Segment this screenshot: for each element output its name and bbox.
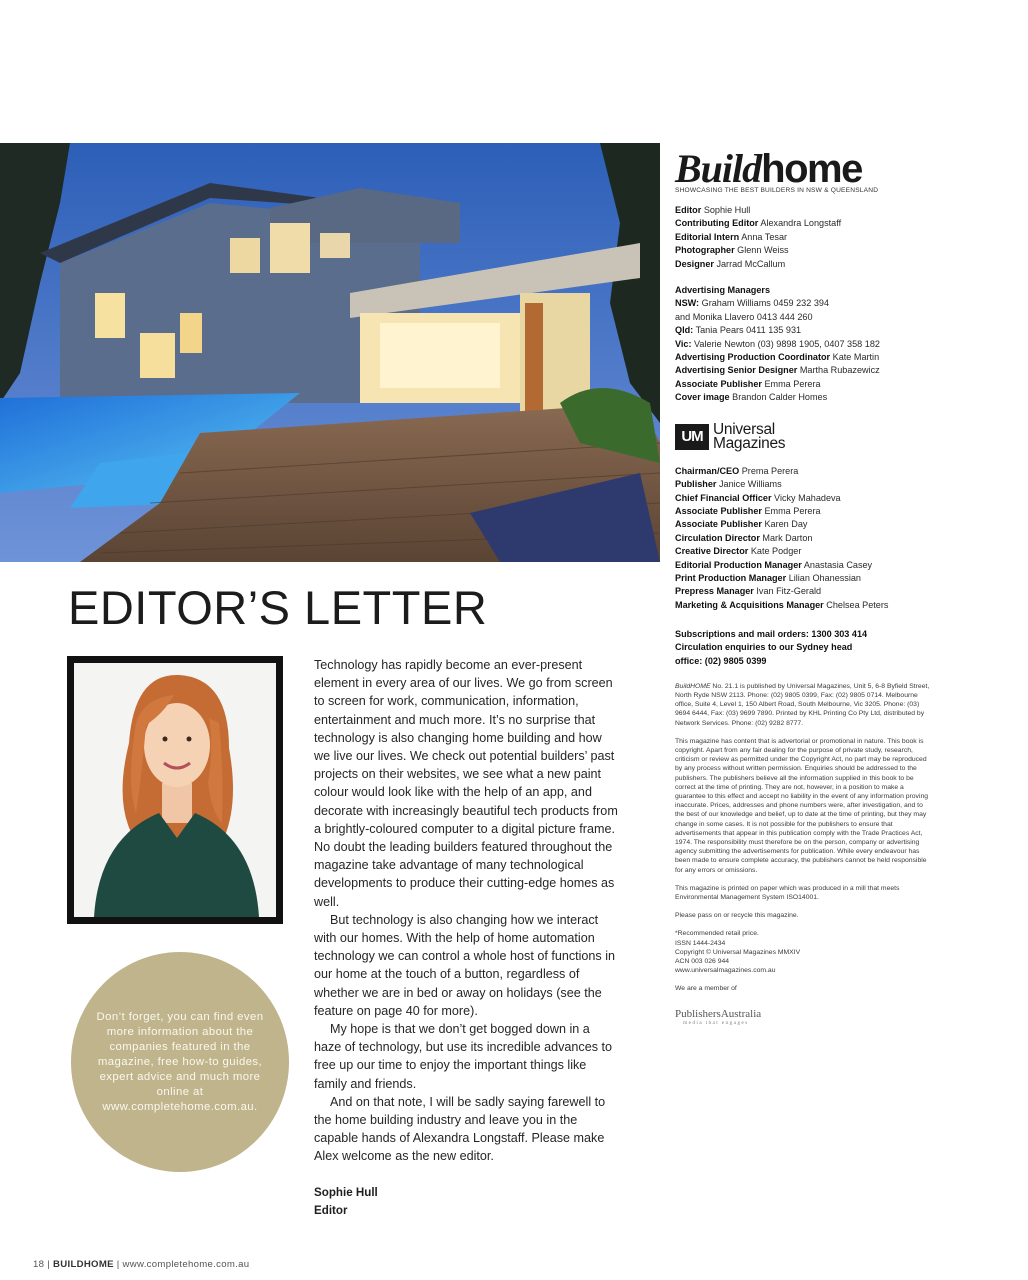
pa-tagline: media that engages bbox=[683, 1019, 749, 1026]
fine-print bbox=[675, 682, 931, 994]
disclaimer-text: This magazine has content that is advertorial or promotional in nature. This book is copyright. Apart from any fair dealing for the purpose of private study, research, criticism or review as permitted under the Copyright Act, no part may be reproduced by any process without written permission. Enquiries should be addressed to the publishers. The publishers believe all the information supplied in this book to be correct at the time of printing. They are not, however, in a position to make a guarantee to this effect and accept no liability in the event of any information proving inaccurate. Prices, addresses and phone numbers were, after investigation, and to the best of our knowledge and belief, up to date at the time of printing, but they may change in some cases. It is not possible for the publishers to ensure that advertisements that appear in this publication comply with the Trade Practices Act, 1974. The responsibility must therefore be on the person, company or advertising agency submitting the advertisements for publication. While every endeavour has been made to ensure complete accuracy, the publishers cannot be held responsible for any errors or omissions. bbox=[675, 737, 929, 874]
page-footer: 18 | BUILDHOME | www.completehome.com.au bbox=[33, 1259, 250, 1270]
credit-line: Vic: Valerie Newton (03) 9898 1905, 0407 358 182 bbox=[675, 338, 880, 349]
logo-home: home bbox=[761, 147, 862, 191]
credit-line: Advertising Senior Designer Martha Rubazewicz bbox=[675, 365, 880, 376]
pa-name: PublishersAustralia bbox=[675, 1007, 762, 1020]
article-paragraph: My hope is that we don’t get bogged down in a haze of technology, but use its incredible advances to free up our time to enjoy the important things like family and friends. bbox=[314, 1022, 613, 1091]
article-paragraph: Technology has rapidly become an ever-present element in every area of our lives. We go from screen to screen for work, communication, information, entertainment and much more. It’s no surprise that technology is also changing home building and how we live our lives. We check out potential builders’ past projects on their websites, we see what a new paint colour would look like with the help of an app, and decorate with increasingly beautiful tech products from a brightly-coloured computer to a digital picture frame. No doubt the leading builders featured throughout the magazine take advantage of many technological developments to produce their cutting-edge homes as well. bbox=[314, 658, 618, 909]
credit-line: Creative Director Kate Podger bbox=[675, 546, 802, 557]
credit-line: Qld: Tania Pears 0411 135 931 bbox=[675, 325, 802, 336]
credit-line: and Monika Llavero 0413 444 260 bbox=[675, 311, 813, 322]
page-number: 18 bbox=[33, 1259, 45, 1270]
credit-line: Chief Financial Officer Vicky Mahadeva bbox=[675, 492, 841, 503]
logo-tagline: SHOWCASING THE BEST BUILDERS IN NSW & QUEENSLAND bbox=[675, 187, 879, 194]
editor-portrait bbox=[67, 656, 283, 924]
credit-line: Editorial Production Manager Anastasia Casey bbox=[675, 559, 873, 570]
signoff-name: Sophie Hull bbox=[314, 1186, 378, 1199]
article-paragraph: But technology is also changing how we interact with our homes. With the help of home automation technology we can control a whole host of functions in our home at the touch of a button, regardless of whether we are in bed or away on holidays (see the feature on page 40 for more). bbox=[314, 912, 616, 1018]
buildhome-logo bbox=[675, 143, 935, 189]
page-title: EDITOR’S LETTER bbox=[68, 581, 488, 634]
hero-house-photo bbox=[0, 143, 660, 562]
footer-brand: BUILDHOME bbox=[53, 1259, 114, 1270]
um-line2: Magazines bbox=[713, 434, 786, 452]
subscriptions-info: Subscriptions and mail orders: 1300 303 414 Circulation enquiries to our Sydney head office: (02) 9805 0399 bbox=[675, 629, 868, 666]
credit-line: Associate Publisher Emma Perera bbox=[675, 378, 821, 389]
signoff bbox=[314, 1184, 378, 1220]
credit-line: Marketing & Acquisitions Manager Chelsea Peters bbox=[675, 599, 889, 610]
logo-build: Build bbox=[675, 146, 762, 191]
credit-line: Advertising Production Coordinator Kate Martin bbox=[675, 352, 880, 363]
online-promo-circle bbox=[71, 952, 289, 1172]
credit-line: Prepress Manager Ivan Fitz-Gerald bbox=[675, 586, 822, 597]
credit-line: Associate Publisher Karen Day bbox=[675, 519, 808, 530]
corporate-credits bbox=[675, 465, 935, 612]
credit-line: Print Production Manager Lilian Ohanessian bbox=[675, 572, 861, 583]
advertising-heading: Advertising Managers bbox=[675, 285, 771, 296]
credit-line: Editorial Intern Anna Tesar bbox=[675, 231, 788, 242]
imprint-text: BuildHOME No. 21.1 is published by Universal Magazines, Unit 5, 6-8 Byfield Street, North Ryde NSW 2113. Phone: (02) 9805 0399, Fax: (02) 9805 0714. Melbourne office, Suite 4, Level 1, 150 Albert Road, South Melbourne, Vic 3205. Phone: (03) 9694 6444, Fax: (03) 9699 7890. Printed by KHL Printing Co Pty Ltd, distributed by Network Services. Phone: (02) 9282 8777. bbox=[675, 682, 930, 727]
credit-line: Publisher Janice Williams bbox=[675, 479, 782, 490]
credit-line: Circulation Director Mark Darton bbox=[675, 532, 813, 543]
masthead-column bbox=[675, 143, 935, 1026]
credit-line: Associate Publisher Emma Perera bbox=[675, 505, 821, 516]
credit-line: Contributing Editor Alexandra Longstaff bbox=[675, 218, 842, 229]
editorial-credits bbox=[675, 204, 935, 405]
credit-line: Editor Sophie Hull bbox=[675, 205, 751, 215]
um-line1: Universal bbox=[713, 420, 775, 438]
article-body bbox=[314, 656, 620, 1166]
signoff-title: Editor bbox=[314, 1204, 348, 1217]
article-paragraph: And on that note, I will be sadly saying farewell to the home building industry and leave you in the capable hands of Alexandra Longstaff. Please make Alex welcome as the new editor. bbox=[314, 1094, 606, 1164]
footer-url[interactable]: www.completehome.com.au bbox=[122, 1259, 250, 1270]
publisher-website[interactable]: www.universalmagazines.com.au bbox=[675, 967, 776, 975]
credit-line: Chairman/CEO Prema Perera bbox=[675, 465, 799, 476]
legal-block: *Recommended retail price. ISSN 1444-2434 Copyright © Universal Magazines MMXIV ACN 003 026 944 www.universalmagazines.com.au bbox=[675, 930, 801, 975]
credit-line: Photographer Glenn Weiss bbox=[675, 245, 789, 256]
paper-text: This magazine is printed on paper which was produced in a mill that meets Environmental Management System ISO14001. bbox=[675, 884, 900, 902]
credit-line: NSW: Graham Williams 0459 232 394 bbox=[675, 298, 829, 309]
recycle-text: Please pass on or recycle this magazine. bbox=[675, 912, 799, 920]
promo-text: Don’t forget, you can find even more information about the companies featured in the magazine, free how-to guides, expert advice and much more online at www.completehome.com.au. bbox=[96, 1010, 264, 1113]
member-text: We are a member of bbox=[675, 985, 737, 993]
credit-line: Designer Jarrad McCallum bbox=[675, 258, 786, 269]
publishers-australia-logo bbox=[675, 1008, 935, 1026]
um-mark-icon: UM bbox=[675, 424, 709, 450]
universal-magazines-logo bbox=[675, 419, 935, 455]
credit-line: Cover image Brandon Calder Homes bbox=[675, 392, 828, 403]
